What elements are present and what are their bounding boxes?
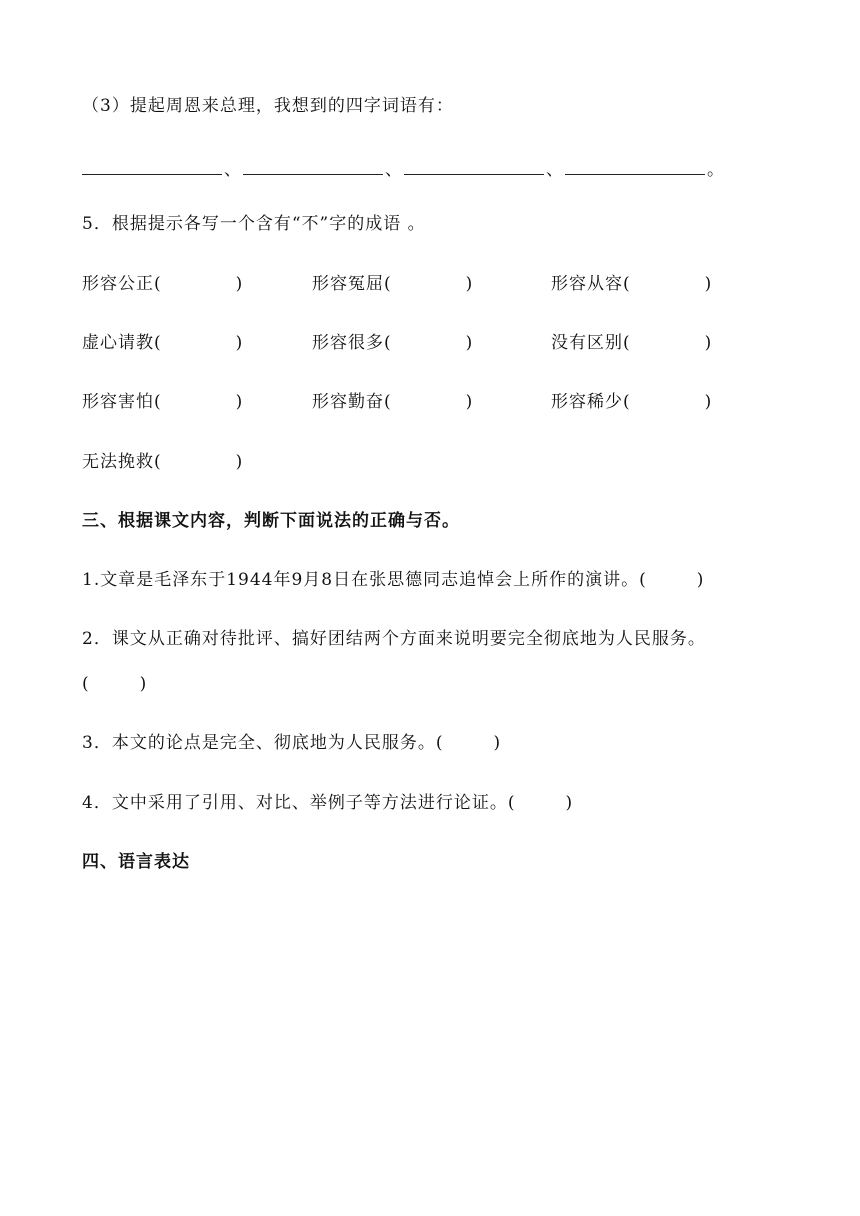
judgment-item: 4．文中采用了引用、对比、举例子等方法进行论证。( ) xyxy=(82,793,574,813)
section3-title: 三、根据课文内容，判断下面说法的正确与否。 xyxy=(82,511,460,531)
separator: 、 xyxy=(546,160,563,180)
idiom-item: 虚心请教( ) xyxy=(82,333,244,353)
judgment-item: 1.文章是毛泽东于1944年9月8日在张思德同志追悼会上所作的演讲。( ) xyxy=(82,570,705,590)
idiom-item: 形容害怕( ) xyxy=(82,392,244,412)
idiom-item: 没有区别( ) xyxy=(551,333,713,353)
idiom-item: 形容冤屈( ) xyxy=(312,274,474,294)
idiom-item: 形容很多( ) xyxy=(312,333,474,353)
idiom-item: 形容稀少( ) xyxy=(551,392,713,412)
answer-blank[interactable] xyxy=(565,156,705,175)
judgment-item: 3．本文的论点是完全、彻底地为人民服务。( ) xyxy=(82,733,502,753)
idiom-item: 形容公正( ) xyxy=(82,274,244,294)
idiom-item: 形容勤奋( ) xyxy=(312,392,474,412)
idiom-item: 形容从容( ) xyxy=(551,274,713,294)
end-mark: 。 xyxy=(707,160,724,180)
idiom-item: 无法挽救( ) xyxy=(82,452,244,472)
section4-title: 四、语言表达 xyxy=(82,852,190,872)
judgment-item: 2．课文从正确对待批评、搞好团结两个方面来说明要完全彻底地为人民服务。 xyxy=(82,629,706,649)
answer-blank[interactable] xyxy=(243,156,383,175)
q5-prompt: 5．根据提示各写一个含有“不”字的成语 。 xyxy=(82,214,426,234)
q3-prompt: （3）提起周恩来总理，我想到的四字词语有： xyxy=(82,96,454,116)
separator: 、 xyxy=(224,160,241,180)
answer-blank[interactable] xyxy=(82,156,222,175)
answer-blank[interactable] xyxy=(404,156,544,175)
q3-answer-blanks xyxy=(82,156,726,182)
separator: 、 xyxy=(385,160,402,180)
judgment-item-continued: ( ) xyxy=(82,674,148,694)
